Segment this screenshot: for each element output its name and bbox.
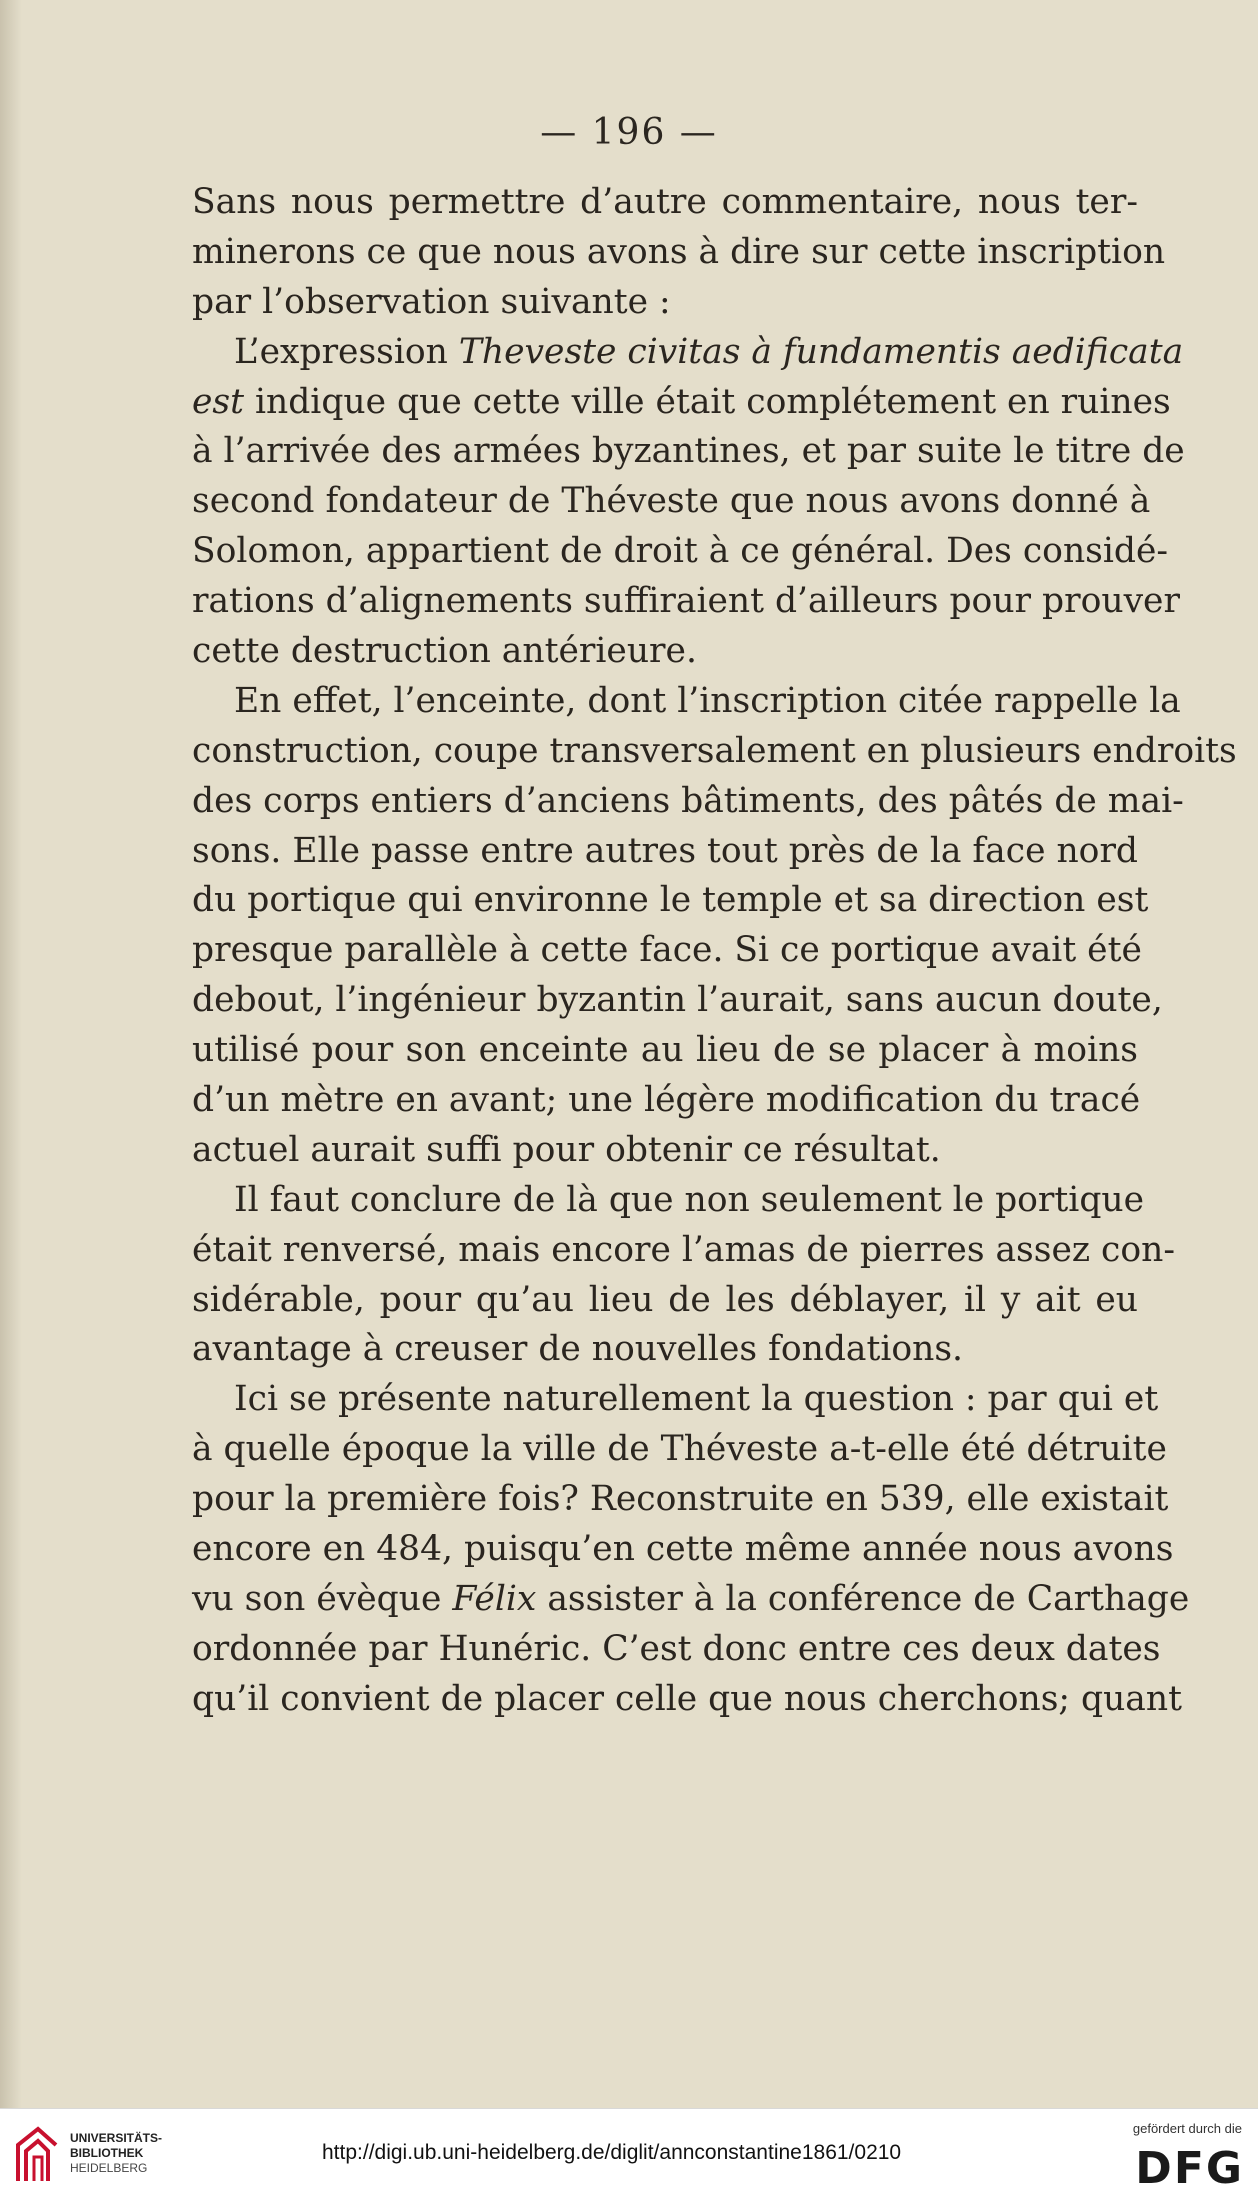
text-line: est indique que cette ville était complétement en ruines	[192, 381, 1171, 422]
permalink-url[interactable]: http://digi.ub.uni-heidelberg.de/diglit/annconstantine1861/0210	[322, 2141, 902, 2164]
text-line: Sans nous permettre d’autre commentaire, nous ter-	[192, 182, 1138, 222]
text-line: sidérable, pour qu’au lieu de les déblayer, il y ait eu	[192, 1279, 1138, 1320]
text-line: cette destruction antérieure.	[192, 631, 697, 672]
text-line: des corps entiers d’anciens bâtiments, des pâtés de mai-	[192, 780, 1184, 821]
text-line: avantage à creuser de nouvelles fondations.	[192, 1329, 964, 1370]
text-line: Ici se présente naturellement la question : par qui et	[234, 1379, 1159, 1420]
text-line: debout, l’ingénieur byzantin l’aurait, sans aucun doute,	[192, 980, 1163, 1021]
text-line: En effet, l’enceinte, dont l’inscription citée rappelle la	[234, 680, 1181, 721]
page-gutter	[0, 0, 22, 2108]
text-line: était renversé, mais encore l’amas de pierres assez con-	[192, 1229, 1175, 1270]
text-line: utilisé pour son enceinte au lieu de se placer à moins	[192, 1030, 1138, 1071]
text-line: encore en 484, puisqu’en cette même année nous avons	[192, 1529, 1174, 1570]
italic-name: Félix	[452, 1578, 537, 1619]
text-line: Solomon, appartient de droit à ce général. Des considé-	[192, 531, 1169, 572]
funding-label: gefördert durch die	[1132, 2121, 1242, 2136]
text-line: qu’il convient de placer celle que nous cherchons; quant	[192, 1678, 1182, 1719]
text-line: pour la première fois? Reconstruite en 539, elle existait	[192, 1479, 1169, 1520]
library-name: UNIVERSITÄTS- BIBLIOTHEK HEIDELBERG	[70, 2131, 163, 2175]
text-line: second fondateur de Théveste que nous avons donné à	[192, 481, 1151, 522]
text-line: sons. Elle passe entre autres tout près de la face nord	[192, 830, 1139, 871]
text-line: ordonnée par Hunéric. C’est donc entre ces deux dates	[192, 1628, 1161, 1669]
text-line: Il faut conclure de là que non seulement le portique	[234, 1179, 1145, 1220]
text-line: à quelle époque la ville de Théveste a-t-elle été détruite	[192, 1429, 1167, 1470]
text-line: d’un mètre en avant; une légère modification du tracé	[192, 1080, 1141, 1121]
page-number: — 196 —	[540, 112, 718, 153]
text-line: rations d’alignements suffiraient d’ailleurs pour prouver	[192, 581, 1180, 622]
dfg-logo: DFG	[1135, 2143, 1244, 2194]
italic-phrase: Theveste civitas à fundamentis aedificata	[458, 331, 1184, 372]
italic-phrase: est	[192, 381, 244, 422]
text-line: à l’arrivée des armées byzantines, et par suite le titre de	[192, 431, 1185, 472]
viewer-footer	[0, 2108, 1258, 2202]
text-line: actuel aurait suffi pour obtenir ce résultat.	[192, 1129, 941, 1170]
text-line: L’expression Theveste civitas à fundamentis aedificata	[234, 331, 1184, 372]
text-line: par l’observation suivante :	[192, 281, 671, 322]
library-logo-icon	[12, 2123, 62, 2187]
text-line: vu son évèque Félix assister à la conférence de Carthage	[192, 1578, 1190, 1619]
text-line: minerons ce que nous avons à dire sur cette inscription	[192, 231, 1166, 272]
text-line: presque parallèle à cette face. Si ce portique avait été	[192, 930, 1142, 971]
text-line: du portique qui environne le temple et sa direction est	[192, 880, 1149, 921]
body-text	[192, 178, 1237, 1725]
text-line: construction, coupe transversalement en plusieurs endroits	[192, 730, 1237, 771]
